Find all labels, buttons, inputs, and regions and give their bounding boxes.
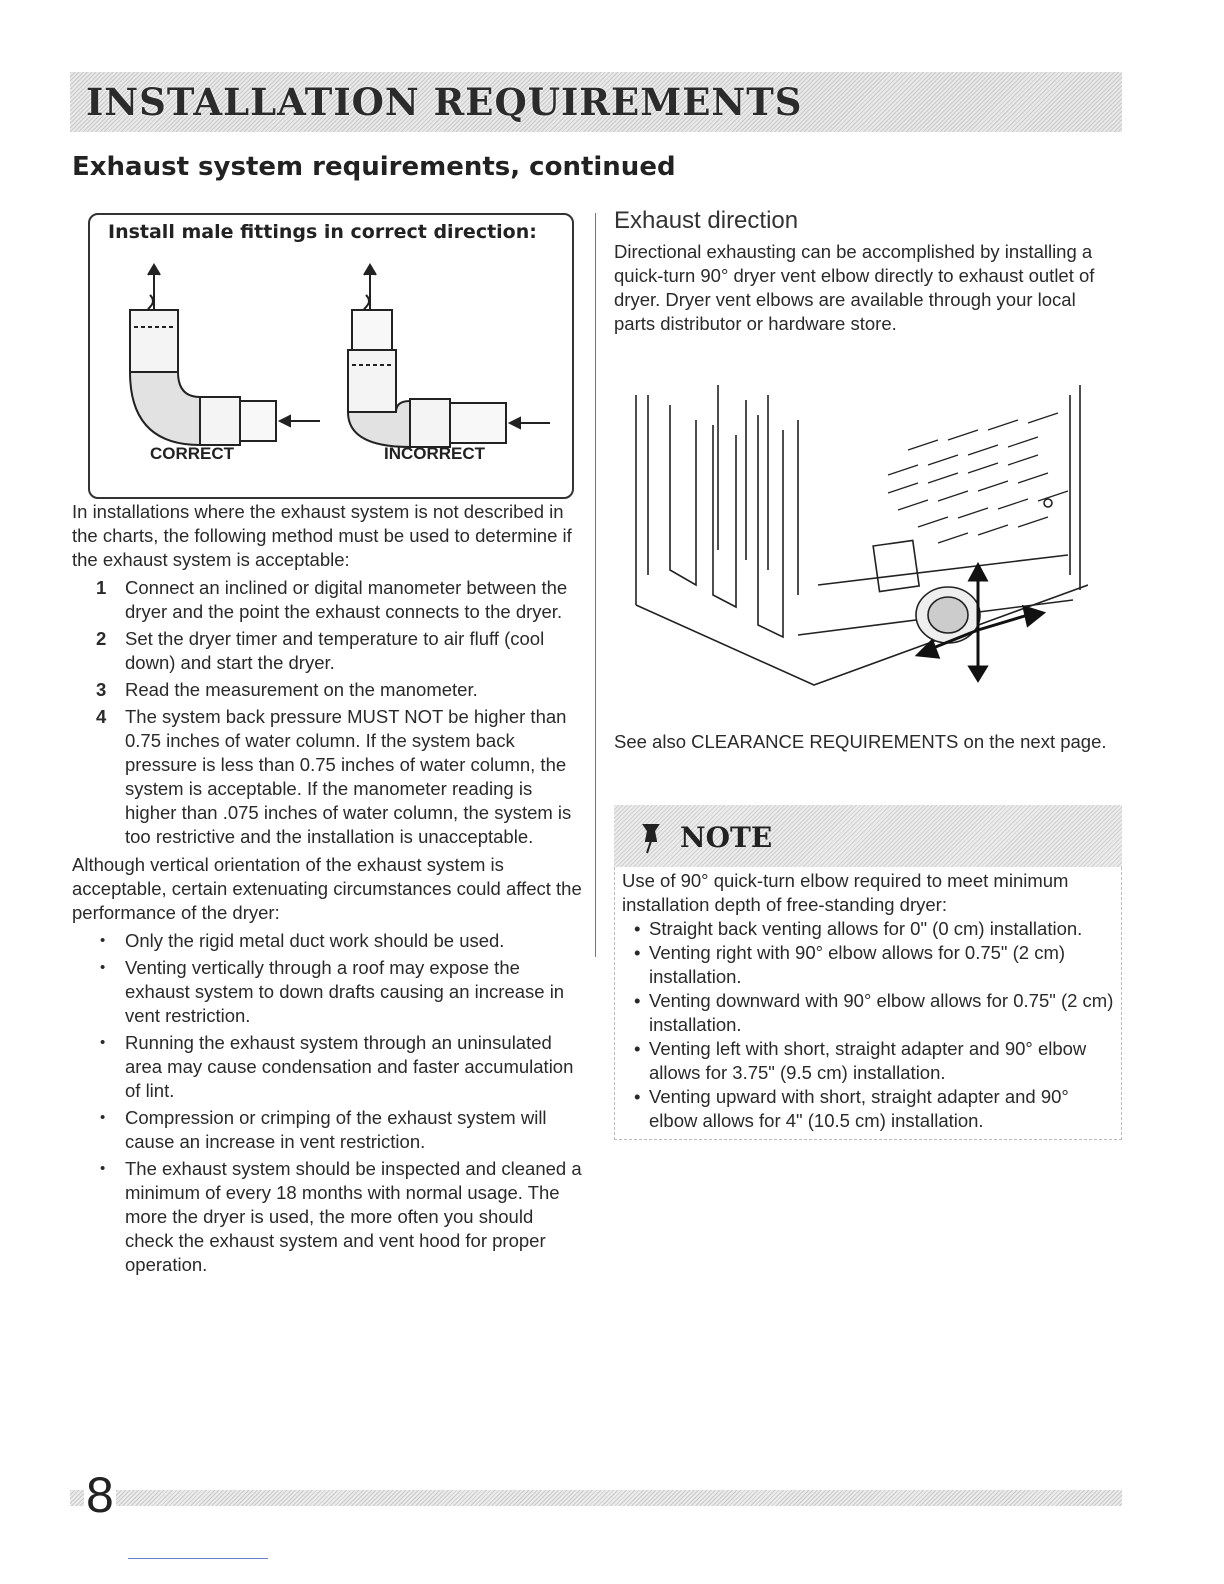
see-also-text: See also CLEARANCE REQUIREMENTS on the next page. [614,731,1107,752]
list-item: • Compression or crimping of the exhaust system will cause an increase in vent restriction. [72,1106,582,1154]
incorrect-label: INCORRECT [384,444,486,463]
step-item [72,678,582,702]
note-title: NOTE [680,821,773,854]
list-item: • Venting vertically through a roof may expose the exhaust system to down drafts causing an increase in vent restriction. [72,956,582,1028]
exhaust-direction-paragraph [614,240,1104,336]
list-item: • Only the rigid metal duct work should be used. [72,929,582,953]
page-number: 8 [86,1467,114,1523]
footer-bar [70,1490,1122,1506]
note-box [614,805,1122,1135]
left-column [72,500,582,1280]
note-content [622,869,1122,1133]
intro-paragraph: In installations where the exhaust system is not described in the charts, the following method must be used to determine if the exhaust system is acceptable: [72,501,572,570]
note-intro: Use of 90° quick-turn elbow required to meet minimum installation depth of free-standing dryer: [622,870,1069,915]
step-text: Read the measurement on the manometer. [125,679,478,700]
list-item: • Venting upward with short, straight adapter and 90° elbow allows for 4" (10.5 cm) installation. [622,1085,1122,1133]
steps-list [72,576,582,849]
list-item: • Venting right with 90° elbow allows for 0.75" (2 cm) installation. [622,941,1122,989]
list-item: • Venting left with short, straight adapter and 90° elbow allows for 3.75" (9.5 cm) installation. [622,1037,1122,1085]
list-item: • Venting downward with 90° elbow allows for 0.75" (2 cm) installation. [622,989,1122,1037]
column-divider [595,213,596,957]
fittings-figure [88,213,574,499]
figure-caption: Install male fittings in correct direction: [108,221,537,243]
step-text: Connect an inclined or digital manometer between the dryer and the point the exhaust connects to the dryer. [125,577,568,622]
footer-rule [128,1558,268,1559]
step-item [72,705,582,849]
section-subtitle: Exhaust system requirements, continued [72,152,676,182]
list-item: • Running the exhaust system through an uninsulated area may cause condensation and faster accumulation of lint. [72,1031,582,1103]
header-banner [70,72,1122,132]
step-item [72,627,582,675]
pushpin-icon [634,821,670,857]
correct-label: CORRECT [150,444,235,463]
dryer-exhaust-illustration [618,375,1088,695]
step-number: 2 [96,628,107,649]
exhaust-direction-heading: Exhaust direction [614,207,799,234]
step-number: 3 [96,679,107,700]
step-item [72,576,582,624]
step-text: The system back pressure MUST NOT be higher than 0.75 inches of water column. If the system back pressure is less than 0.75 inches of water column, the system is acceptable. If the manometer reading is higher than .075 inches of water column, the system is too restrictive and the installation is unacceptable. [125,706,572,847]
step-number: 1 [96,577,107,598]
page-title: INSTALLATION REQUIREMENTS [86,80,803,124]
list-item: • The exhaust system should be inspected and cleaned a minimum of every 18 months with normal usage. The more the dryer is used, the more often you should check the exhaust system and vent hood for proper operation. [72,1157,582,1277]
vertical-intro-paragraph: Although vertical orientation of the exhaust system is acceptable, certain extenuating circumstances could affect the performance of the dryer: [72,854,582,923]
note-list [622,917,1122,1133]
exhaust-direction-text: Directional exhausting can be accomplished by installing a quick-turn 90° dryer vent elbow directly to exhaust outlet of dryer. Dryer vent elbows are available through your local parts distributor or hardware store. [614,241,1095,334]
list-item: • Straight back venting allows for 0" (0 cm) installation. [622,917,1122,941]
considerations-list [72,929,582,1277]
step-text: Set the dryer timer and temperature to air fluff (cool down) and start the dryer. [125,628,545,673]
see-also-paragraph [614,730,1114,754]
step-number: 4 [96,706,107,727]
